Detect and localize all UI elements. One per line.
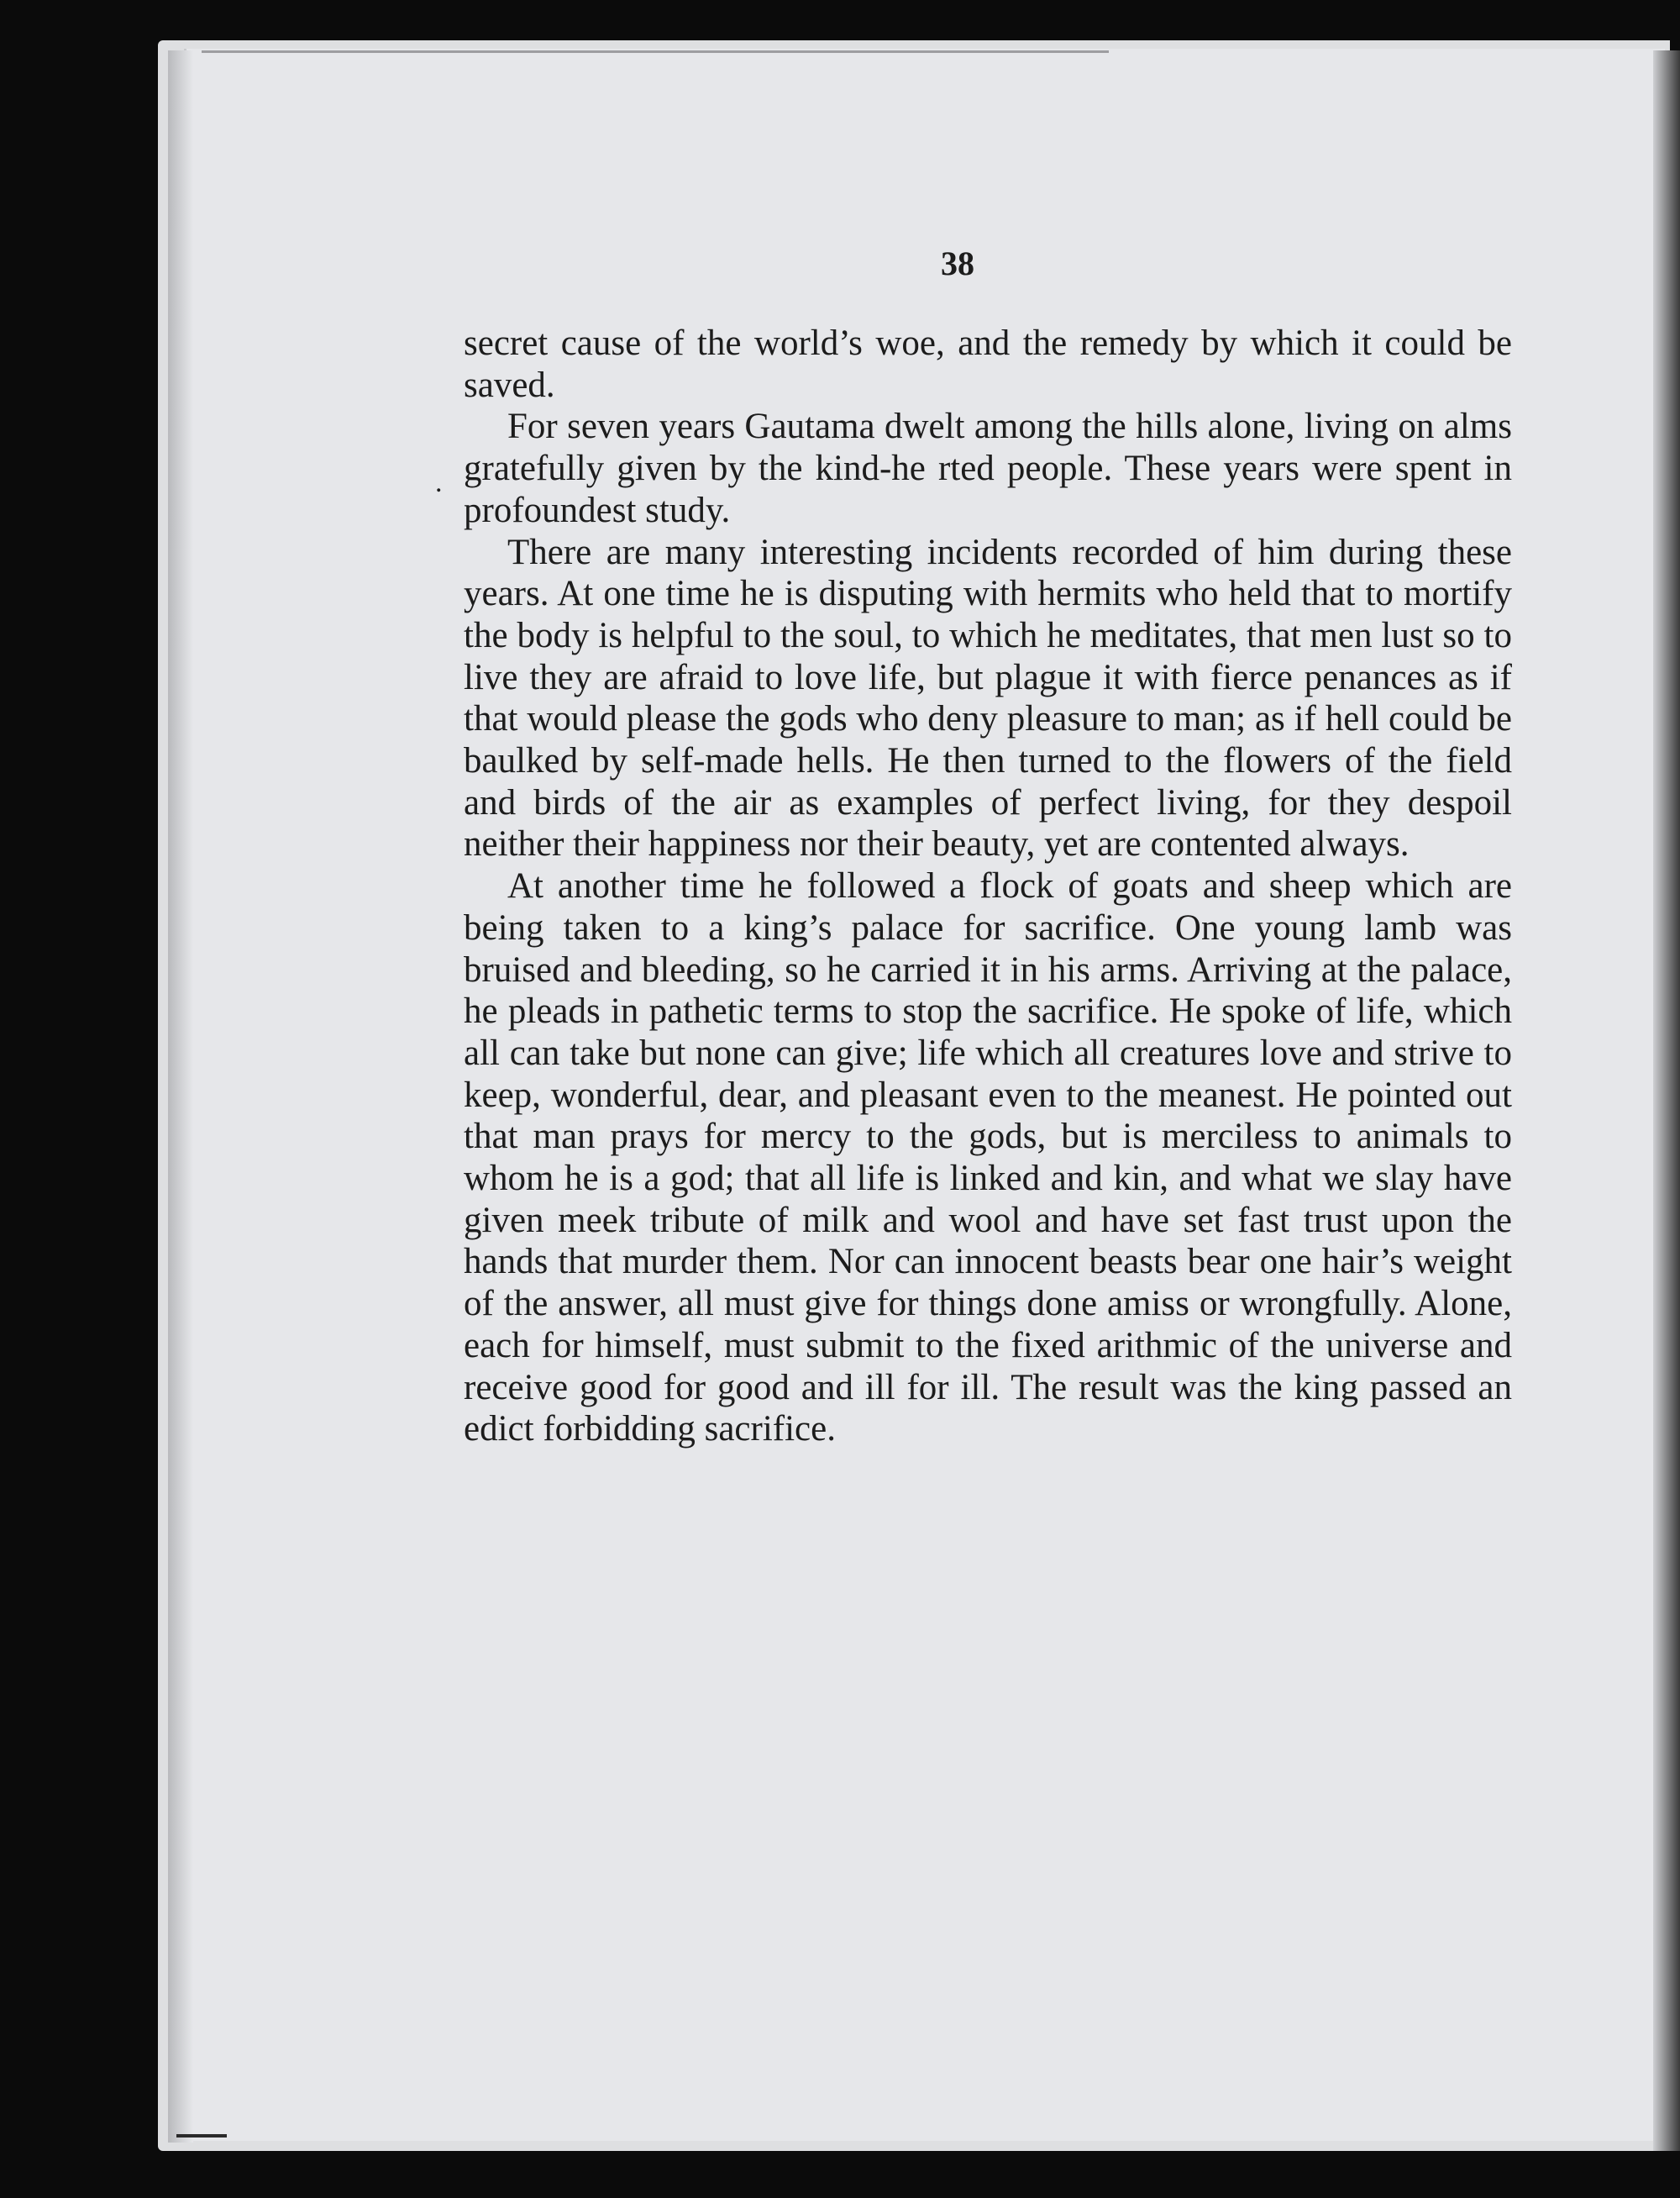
margin-mark: . <box>435 467 443 498</box>
page-right-edge <box>1653 50 1680 2151</box>
paragraph-continuation: secret cause of the world’s woe, and the remedy by which it could be saved. <box>464 323 1512 405</box>
page-number: 38 <box>941 245 974 282</box>
body-text <box>464 323 1512 1450</box>
gutter-shadow <box>168 50 193 2143</box>
page-corner-mark <box>176 2134 227 2138</box>
paragraph-sacrifice: At another time he followed a flock of goats and sheep which are being taken to a king’s palace for sacrifice. One young lamb was bruised and bleeding, so he carried it in his arms. Arriving at the palace, he pleads in pathetic terms to stop the sacrifice. He spoke of life, which all can take but none can give; life which all creatures love and strive to keep, wonderful, dear, and pleasant even to the meanest. He pointed out that man prays for mercy to the gods, but is merciless to animals to whom he is a god; that all life is linked and kin, and what we slay have given meek tribute of milk and wool and have set fast trust upon the hands that murder them. Nor can innocent beasts bear one hair’s weight of the answer, all must give for things done amiss or wrongfully. Alone, each for himself, must submit to the fixed arithmic of the universe and receive good for good and ill for ill. The result was the king passed an edict forbidding sacrifice. <box>464 866 1512 1449</box>
page-top-edge <box>202 50 1109 53</box>
paragraph-seven-years: For seven years Gautama dwelt among the hills alone, living on alms gratefully given by the kind-he rted people. These years were spent in profoundest study. <box>464 407 1512 530</box>
paragraph-incidents: There are many interesting incidents recorded of him during these years. At one time he is disputing with hermits who held that to mortify the body is helpful to the soul, to which he meditates, that men lust so to live they are afraid to love life, but plague it with fierce penances as if that would please the gods who deny pleasure to man; as if hell could be baulked by self-made hells. He then turned to the flowers of the field and birds of the air as examples of perfect living, for they despoil neither their happiness nor their beauty, yet are contented always. <box>464 532 1512 865</box>
